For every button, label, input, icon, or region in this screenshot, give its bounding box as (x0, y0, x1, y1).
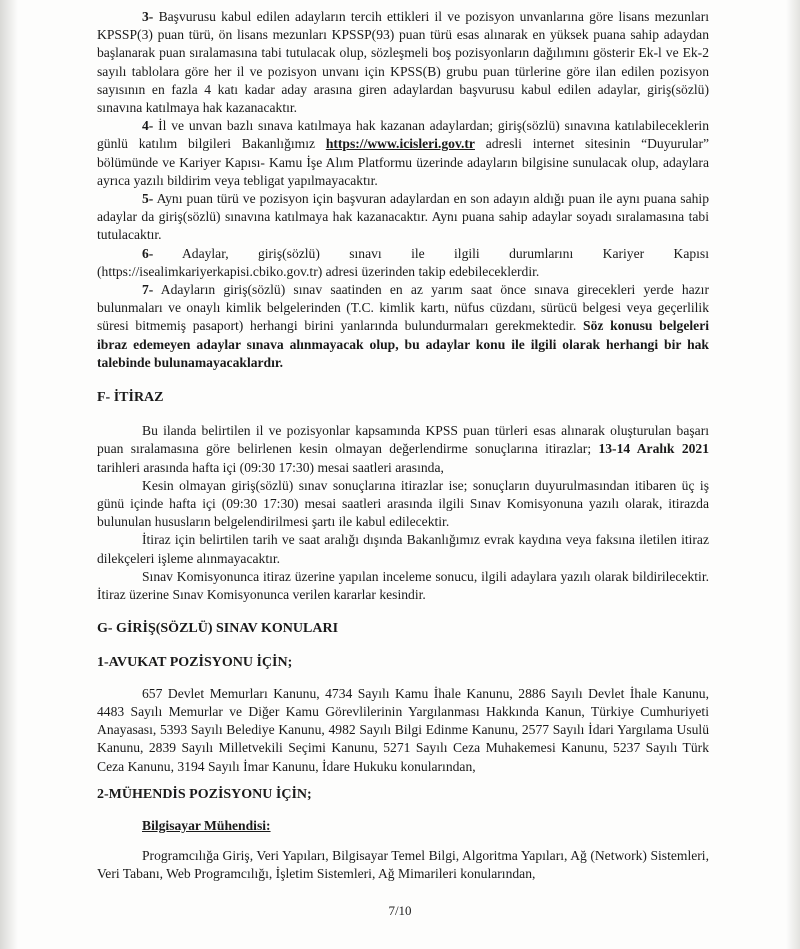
paragraph-number: 4- (142, 118, 154, 134)
bilgisayar-topics: Programcılığa Giriş, Veri Yapıları, Bilgisayar Temel Bilgi, Algoritma Yapıları, Ağ (Network) Sistemleri, Veri Tabanı, Web Programcılığı, İşletim Sistemleri, Ağ Mimarileri konularından, (97, 848, 709, 882)
paragraph-4 (97, 117, 709, 190)
paragraph-number: 7- (142, 282, 154, 298)
paragraph-number: 5- (142, 191, 154, 207)
paragraph-text: Başvurusu kabul edilen adayların tercih ettikleri il ve pozisyon unvanlarına göre lisans mezunları KPSSP(3) puan türü, ön lisans mezunları KPSSP(93) puan türü esas alınarak en yüksek puana sahip adaydan başlanarak puan sıralamasına tabi tutulacak olup, sözleşmeli boş pozisyonların dağılımını gösterir Ek-l ve Ek-2 sayılı tablolara göre her il ve pozisyon unvanı için KPSS(B) grubu puan türlerine göre ilan edilen pozisyon sayısının en fazla 4 katı kadar aday arasına giren adaylardan başvurusu kabul edilen adaylar, giriş(sözlü) sınavına katılmaya hak kazanacaktır. (97, 9, 709, 116)
paragraph-text: Bu ilanda belirtilen il ve pozisyonlar kapsamında KPSS puan türleri esas alınarak oluşturulan başarı puan sıralamasına göre belirlenen kesin olmayan değerlendirme sonuçlarına itirazlar; (97, 423, 709, 457)
page-content (97, 8, 709, 884)
paragraph-text: adresli internet sitesinin “Duyurular” bölümünde ve Kariyer Kapısı- Kamu İşe Alım Platformu üzerinde adayların bilgisine sunulacak olup, adaylara ayrıca yazılı bildirim veya tebligat yapılmayacaktır. (97, 136, 710, 188)
avukat-heading: 1-AVUKAT POZİSYONU İÇİN; (97, 654, 293, 670)
paragraph-6 (97, 245, 709, 281)
avukat-topics: 657 Devlet Memurları Kanunu, 4734 Sayılı Kamu İhale Kanunu, 2886 Sayılı Devlet İhale Kanunu, 4483 Sayılı Memurlar ve Diğer Kamu Görevlilerinin Yargılanması Hakkında Kanun, Türkiye Cumhuriyeti Anayasası, 5393 Sayılı Belediye Kanunu, 4982 Sayılı Bilgi Edinme Kanunu, 2577 Sayılı İdari Yargılama Usulü Kanunu, 2839 Sayılı Milletvekili Seçimi Kanunu, 5271 Sayılı Ceza Muhakemesi Kanunu, 5237 Sayılı Türk Ceza Kanunu, 3194 Sayılı İmar Kanunu, İdare Hukuku konularından, (97, 685, 709, 774)
paragraph-3 (97, 8, 709, 117)
section-f-paragraph-4: Sınav Komisyonunca itiraz üzerine yapılan inceleme sonucu, ilgili adaylara yazılı olarak bildirilecektir. İtiraz üzerine Sınav Komisyonunca verilen kararlar kesindir. (97, 568, 709, 603)
paragraph-text-bold: Söz konusu belgeleri ibraz edemeyen adaylar sınava alınmayacak olup, bu adaylar konu ile ilgili olarak herhangi bir hak talebinde bulunamayacaklardır. (97, 318, 709, 370)
paragraph-text: Aynı puan türü ve pozisyon için başvuran adaylardan en son adayın aldığı puan ile aynı puana sahip adaylar da giriş(sözlü) sınavına katılmaya hak kazanacaktır. Aynı puana sahip adaylar soyadı sıralamasına tabi tutulacaktır. (97, 191, 709, 243)
paragraph-number: 3- (142, 9, 154, 24)
section-f-paragraph-2: Kesin olmayan giriş(sözlü) sınav sonuçlarına itirazlar ise; sonuçların duyurulmasından itibaren üç iş günü içinde hafta içi (09:30 17:30) mesai saatleri arasında ilgili Sınav Komisyonuna yazılı olarak, itirazda bulunulan hususların belgelendirilmesi şartı ile kabul edilecektir. (97, 477, 709, 530)
section-f-paragraph-1 (97, 422, 709, 477)
paragraph-7 (97, 281, 709, 372)
page-number: 7/10 (388, 903, 412, 918)
bilgisayar-heading: Bilgisayar Mühendisi: (142, 817, 271, 833)
section-f-heading: F- İTİRAZ (97, 390, 164, 406)
page-right-shadow (786, 0, 800, 949)
paragraph-5 (97, 190, 709, 245)
objection-dates: 13-14 Aralık 2021 (598, 441, 710, 457)
paragraph-text: İl ve unvan bazlı sınava katılmaya hak kazanan adaylardan; giriş(sözlü) sınavına katılabileceklerin günlü katılım bilgileri Bakanlığımız (97, 118, 709, 152)
section-g-heading: G- GİRİŞ(SÖZLÜ) SINAV KONULARI (97, 621, 339, 637)
page-left-shadow (0, 0, 18, 949)
paragraph-text: Adayların giriş(sözlü) sınav saatinden en az yarım saat önce sınava girecekleri yerde hazır bulunmaları ve onaylı kimlik belgelerinden (T.C. kimlik kartı, nüfus cüzdanı, sürücü belgesi veya geçerlilik süresi bitmemiş pasaport) herhangi birini yanlarında bulundurmaları gerekmektedir. (97, 282, 709, 334)
paragraph-number: 6- (142, 245, 154, 261)
paragraph-text: Adaylar, giriş(sözlü) sınavı ile ilgili durumlarını Kariyer Kapısı (https://isealimkariyerkapisi.cbiko.gov.tr) adresi üzerinden takip edebileceklerdir. (97, 245, 709, 279)
muhendis-heading: 2-MÜHENDİS POZİSYONU İÇİN; (97, 786, 312, 802)
section-f-paragraph-3: İtiraz için belirtilen tarih ve saat aralığı dışında Bakanlığımız evrak kaydına veya faksına iletilen itiraz dilekçeleri işleme alınmayacaktır. (97, 532, 709, 566)
paragraph-text: tarihleri arasında hafta içi (09:30 17:30) mesai saatleri arasında, (97, 459, 444, 475)
website-link[interactable]: https://www.icisleri.gov.tr (325, 136, 475, 152)
